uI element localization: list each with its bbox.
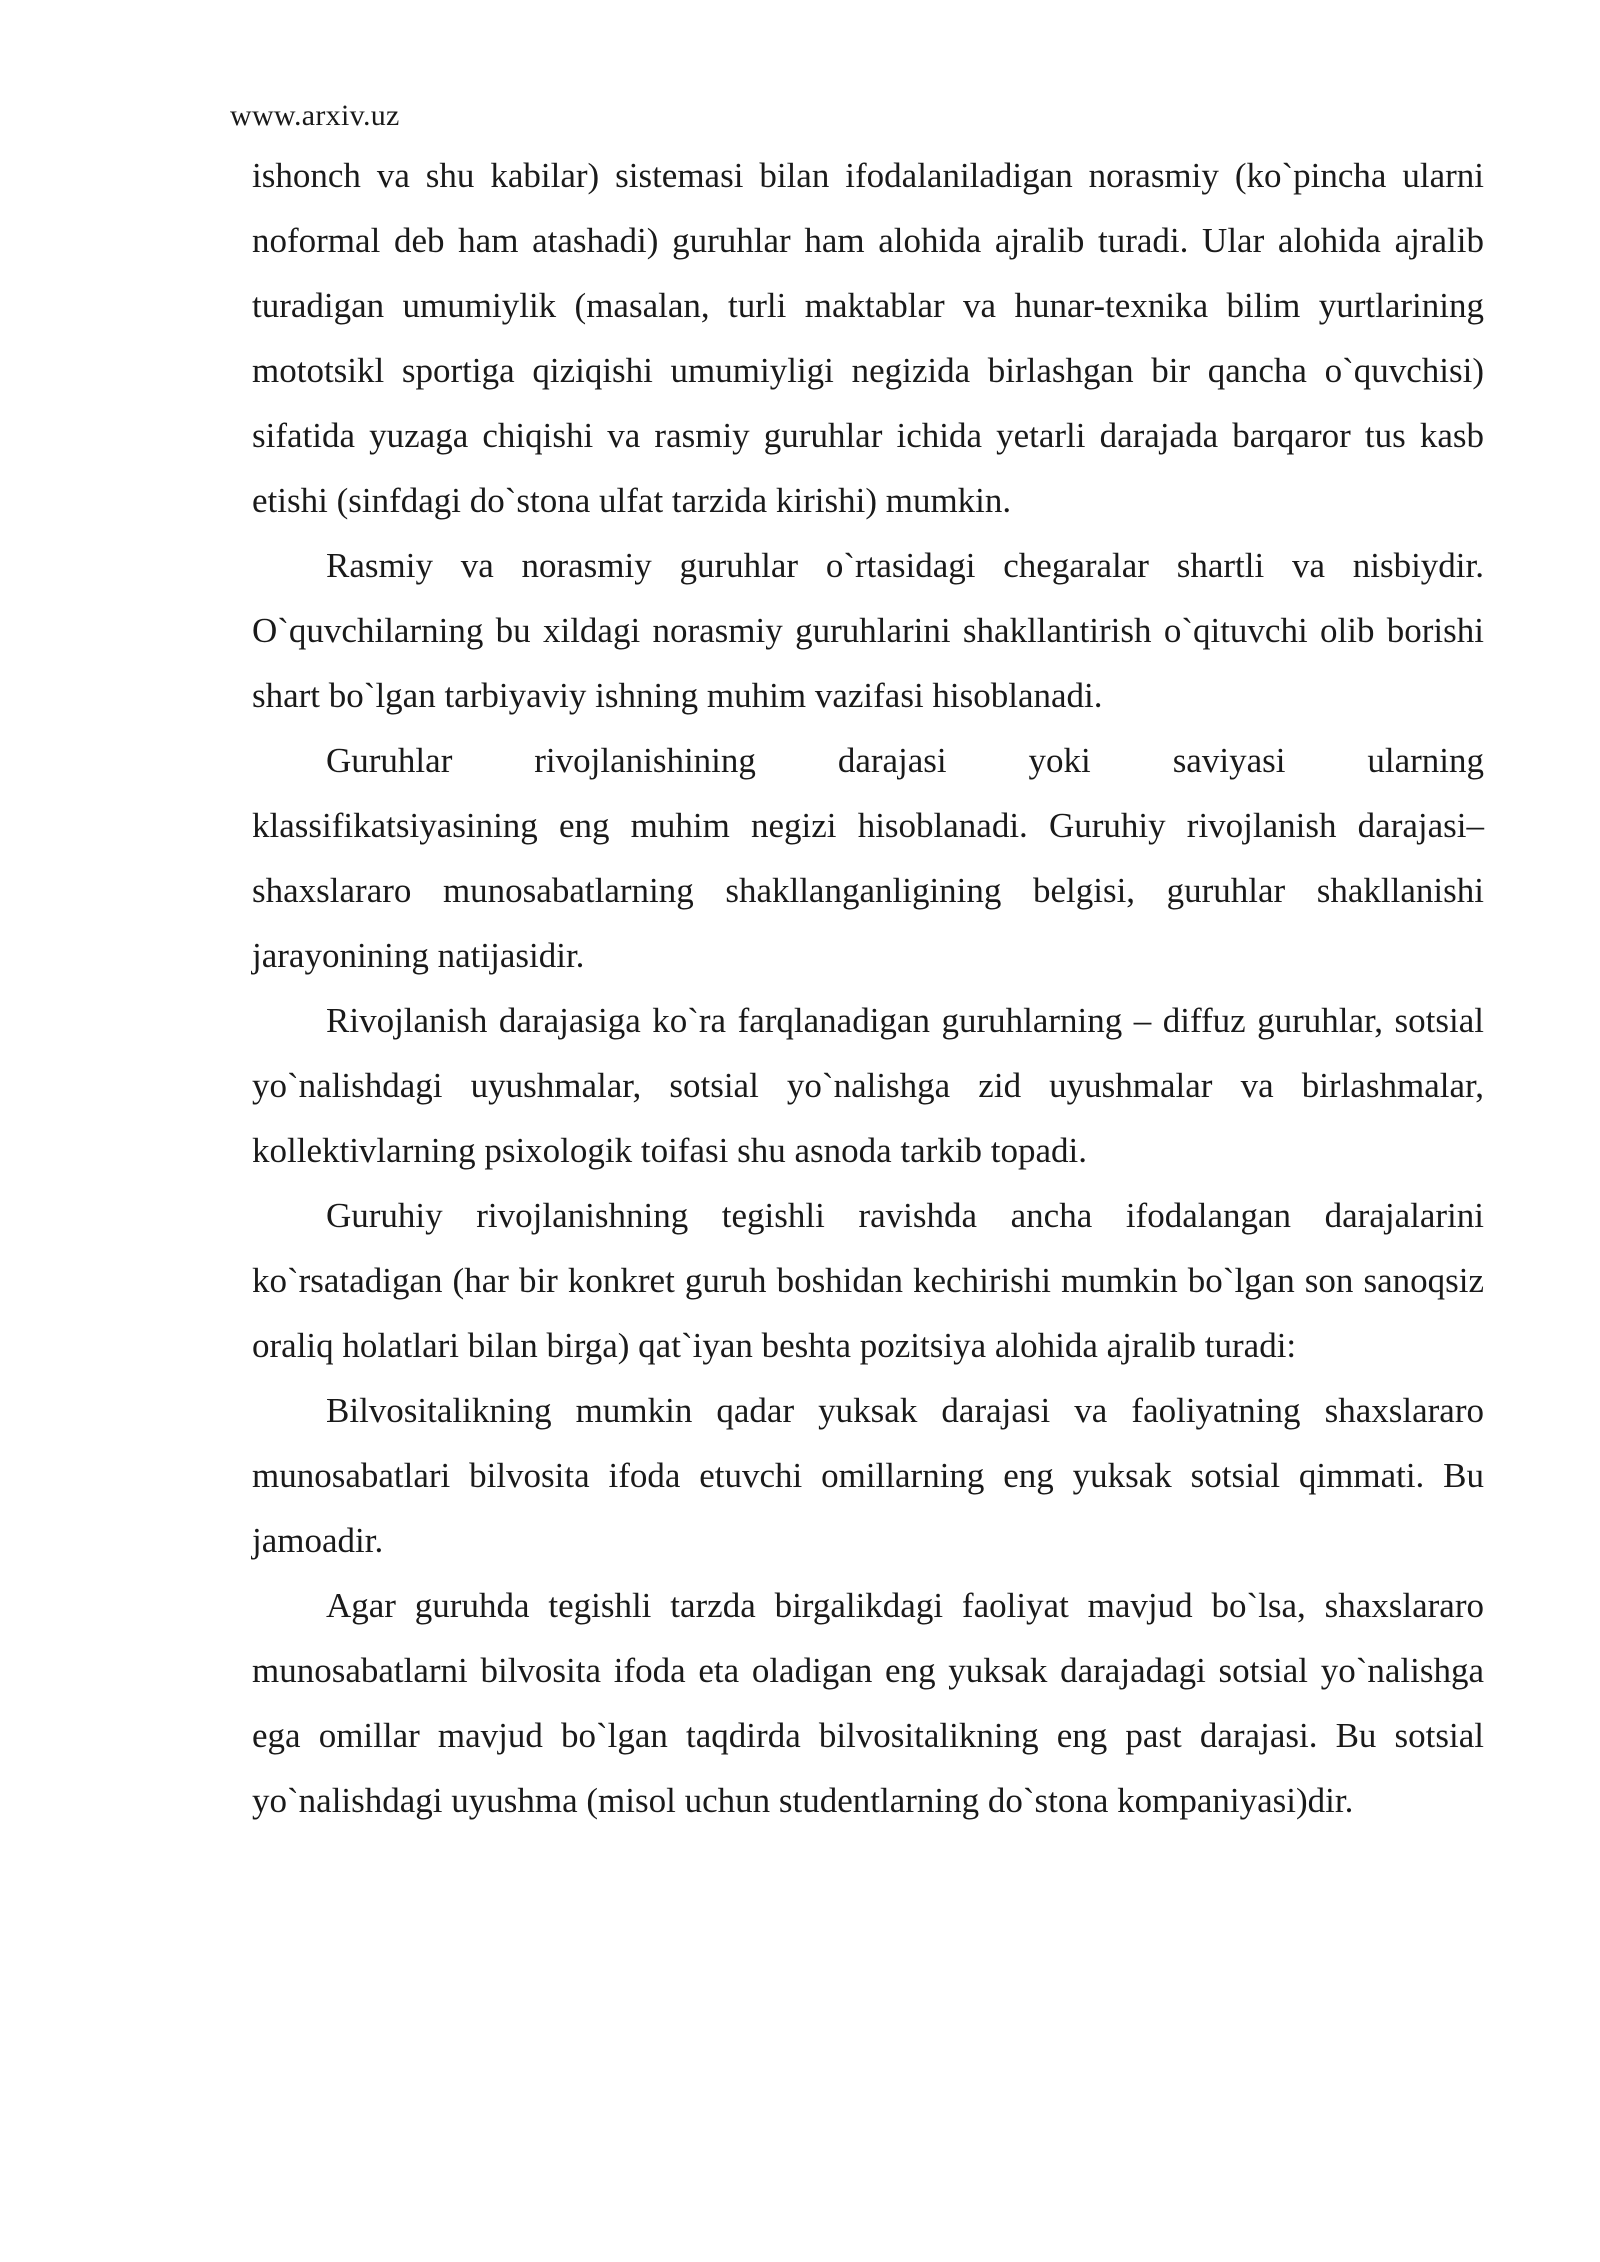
header-url: www.arxiv.uz [230, 99, 400, 132]
paragraph-1: ishonch va shu kabilar) sistemasi bilan ifodalaniladigan norasmiy (ko`pincha ularni noformal deb ham atashadi) guruhlar ham alohida ajralib turadi. Ular alohida ajralib turadigan umumiylik (masalan, turli maktablar va hunar-texnika bilim yurtlarining mototsikl sportiga qiziqishi umumiyligi negizida birlashgan bir qancha o`quvchisi) sifatida yuzaga chiqishi va rasmiy guruhlar ichida yetarli darajada barqaror tus kasb etishi (sinfdagi do`stona ulfat tarzida kirishi) mumkin. [252, 156, 1484, 520]
paragraph-5: Guruhiy rivojlanishning tegishli ravishda ancha ifodalangan darajalarini ko`rsatadigan (har bir konkret guruh boshidan kechirishi mumkin bo`lgan son sanoqsiz oraliq holatlari bilan birga) qat`iyan beshta pozitsiya alohida ajralib turadi: [252, 1196, 1484, 1365]
document-body [252, 143, 1484, 1833]
paragraph-3 [252, 728, 1484, 988]
paragraph-4: Rivojlanish darajasiga ko`ra farqlanadigan guruhlarning – diffuz guruhlar, sotsial yo`nalishdagi uyushmalar, sotsial yo`nalishga zid uyushmalar va birlashmalar, kollektivlarning psixologik toifasi shu asnoda tarkib topadi. [252, 1001, 1484, 1170]
paragraph-6: Bilvositalikning mumkin qadar yuksak darajasi va faoliyatning shaxslararo munosabatlari bilvosita ifoda etuvchi omillarning eng yuksak sotsial qimmati. Bu jamoadir. [252, 1391, 1484, 1560]
paragraph-2: Rasmiy va norasmiy guruhlar o`rtasidagi chegaralar shartli va nisbiydir. O`quvchilarning bu xildagi norasmiy guruhlarini shakllantirish o`qituvchi olib borishi shart bo`lgan tarbiyaviy ishning muhim vazifasi hisoblanadi. [252, 546, 1484, 715]
paragraph-7: Agar guruhda tegishli tarzda birgalikdagi faoliyat mavjud bo`lsa, shaxslararo munosabatlarni bilvosita ifoda eta oladigan eng yuksak darajadagi sotsial yo`nalishga ega omillar mavjud bo`lgan taqdirda bilvositalikning eng past darajasi. Bu sotsial yo`nalishdagi uyushma (misol uchun studentlarning do`stona kompaniyasi)dir. [252, 1586, 1484, 1820]
paragraph-3-first-line: Guruhlar rivojlanishining darajasi yoki saviyasi ularning [326, 741, 1484, 780]
paragraph-3-continuation: klassifikatsiyasining eng muhim negizi hisoblanadi. Guruhiy rivojlanish darajasi– shaxslararo munosabatlarning shakllanganligining belgisi, guruhlar shakllanishi jarayonining natijasidir. [252, 806, 1484, 975]
